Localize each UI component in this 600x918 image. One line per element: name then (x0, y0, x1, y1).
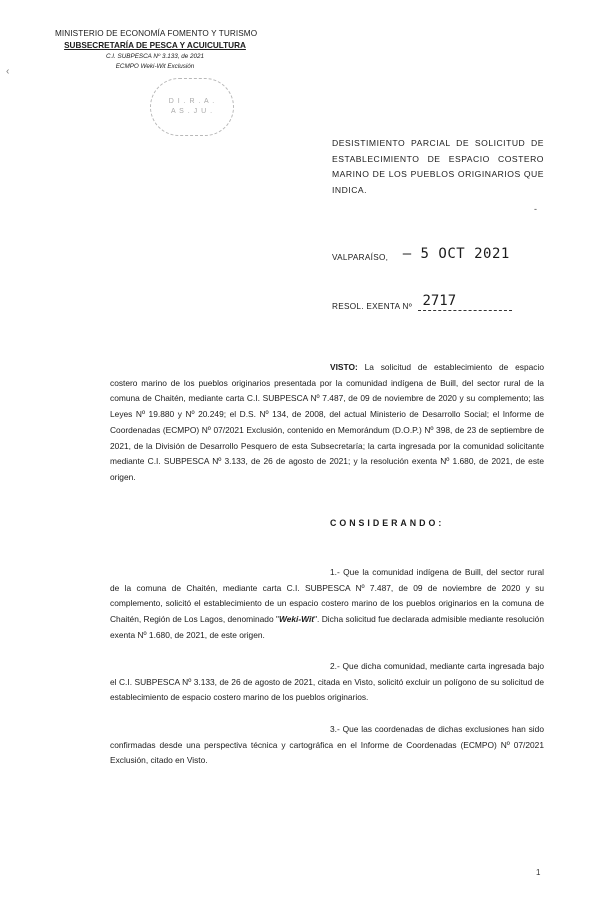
visto-text: La solicitud de establecimiento de espacio costero marino de los pueblos originarios presentada por la comunidad indígena de Buill, del sector rural de la comuna de Chaitén, mediante carta C.I. SUBPESCA Nº 7.487, de 09 de noviembre de 2020 y su complemento; las Leyes Nº 19.880 y Nº 20.249; el D.S. Nº 134, de 2008, del actual Ministerio de Desarrollo Social; el Informe de Coordenadas (ECMPO) Nº 07/2021 Exclusión, contenido en Memorándum (D.O.P.) Nº 398, de 23 de septiembre de 2021, de la División de Desarrollo Pesquero de esta Subsecretaría; la carta ingresada por la comunidad solicitante mediante C.I. SUBPESCA Nº 3.133, de 26 de agosto de 2021; y la resolución exenta Nº 1.680, de 2021, de este origen. (110, 362, 544, 482)
visto-lead: VISTO: (330, 362, 358, 372)
ecmpo-name: Weki-Wit (278, 614, 315, 625)
considerando-1-text-a: 1.- Que la comunidad indígena de Buill, del sector rural de la comuna de Chaitén, mediante carta C.I. SUBPESCA Nº 7.487, de 09 de noviembre de 2020 y su complemento, solicitó el establecimiento de un espacio costero marino de los pueblos originarios en la comuna de Chaitén, Región de Los Lagos, denominado " (110, 567, 544, 625)
considerando-1 (110, 565, 544, 644)
page-number: 1 (536, 868, 541, 877)
resolution-subject: DESISTIMIENTO PARCIAL DE SOLICITUD DE ESTABLECIMIENTO DE ESPACIO COSTERO MARINO DE LOS PUEBLOS ORIGINARIOS QUE INDICA. (332, 138, 544, 195)
reference-line-2: ECMPO Weki-Wit Exclusión (115, 63, 195, 70)
resolution-number-line (332, 292, 512, 320)
office-stamp-icon (150, 78, 234, 136)
stamp-line-1: D I . R . A . (168, 98, 216, 105)
date-stamp: – 5 OCT 2021 (402, 246, 510, 262)
ministry-name: MINISTERIO DE ECONOMÍA FOMENTO Y TURISMO (55, 29, 258, 38)
considerando-3: 3.- Que las coordenadas de dichas exclusiones han sido confirmadas desde una perspectiva técnica y cartográfica en el Informe de Coordenadas (ECMPO) Nº 07/2021 Exclusión, citado en Visto. (110, 724, 544, 766)
resolution-label: RESOL. EXENTA Nº (332, 302, 412, 311)
margin-scribble-icon: ‹ (6, 66, 10, 77)
visto-paragraph (110, 360, 544, 486)
letterhead (55, 28, 258, 72)
stamp-line-2: A S . J U . (170, 108, 214, 115)
resolution-number: 2717 (418, 292, 512, 311)
dash-mark-icon: - (534, 204, 537, 214)
considerando-heading: CONSIDERANDO: (330, 518, 445, 528)
subsecretaria-name: SUBSECRETARÍA DE PESCA Y ACUICULTURA (64, 41, 246, 50)
date-line (332, 244, 510, 266)
considerando-2: 2.- Que dicha comunidad, mediante carta ingresada bajo el C.I. SUBPESCA Nº 3.133, de 26 de agosto de 2021, citada en Visto, solicitó excluir un polígono de su solicitud de establecimiento de espacio costero marino de los pueblos originarios. (110, 661, 544, 703)
reference-line-1: C.I. SUBPESCA Nº 3.133, de 2021 (106, 53, 204, 60)
considerando-1-text-b: ". Dicha solicitud fue declarada admisible mediante resolución exenta Nº 1.680, de 2021, de este origen. (110, 614, 545, 640)
place-label: VALPARAÍSO, (332, 253, 389, 262)
